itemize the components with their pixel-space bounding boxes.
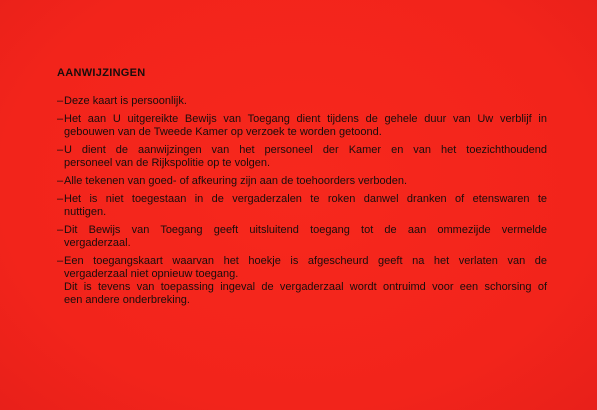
rule-line: gebouwen van de Tweede Kamer op verzoek te worden getoond. — [64, 126, 382, 138]
card-heading: AANWIJZINGEN — [57, 67, 146, 79]
rule-line: Dit Bewijs van Toegang geeft uitsluitend toegang tot de aan ommezijde vermelde — [64, 224, 547, 236]
rule-line: Een toegangskaart waarvan het hoekje is afgescheurd geeft na het verlaten van de — [64, 255, 547, 267]
rule-line: personeel van de Rijkspolitie op te volgen. — [64, 157, 271, 169]
dash-marker: – — [57, 224, 64, 236]
rule-item — [57, 113, 547, 139]
rules-list — [57, 95, 547, 312]
rule-item — [57, 95, 547, 108]
rule-line: een andere onderbreking. — [64, 294, 190, 306]
rule-line: U dient de aanwijzingen van het personeel der Kamer en van het toezichthoudend — [64, 144, 547, 156]
rule-line: Het is niet toegestaan in de vergaderzalen te roken danwel dranken of etenswaren te — [64, 193, 547, 205]
rule-item — [57, 255, 547, 307]
dash-marker: – — [57, 175, 64, 187]
dash-marker: – — [57, 95, 64, 107]
rule-line: vergaderzaal. — [64, 237, 131, 249]
dash-marker: – — [57, 113, 64, 125]
rule-line: Deze kaart is persoonlijk. — [64, 95, 187, 107]
rule-line: Alle tekenen van goed- of afkeuring zijn aan de toehoorders verboden. — [64, 175, 408, 187]
rule-line: nuttigen. — [64, 206, 107, 218]
rule-item — [57, 144, 547, 170]
rule-item — [57, 175, 547, 188]
rule-line: vergaderzaal niet opnieuw toegang. — [64, 268, 239, 280]
rule-item — [57, 224, 547, 250]
dash-marker: – — [57, 193, 64, 205]
rule-line: Dit is tevens van toepassing ingeval de vergaderzaal wordt ontruimd voor een schorsing of — [64, 281, 547, 293]
dash-marker: – — [57, 255, 64, 267]
rule-item — [57, 193, 547, 219]
rule-line: Het aan U uitgereikte Bewijs van Toegang dient tijdens de gehele duur van Uw verblijf in — [64, 113, 547, 125]
dash-marker: – — [57, 144, 64, 156]
